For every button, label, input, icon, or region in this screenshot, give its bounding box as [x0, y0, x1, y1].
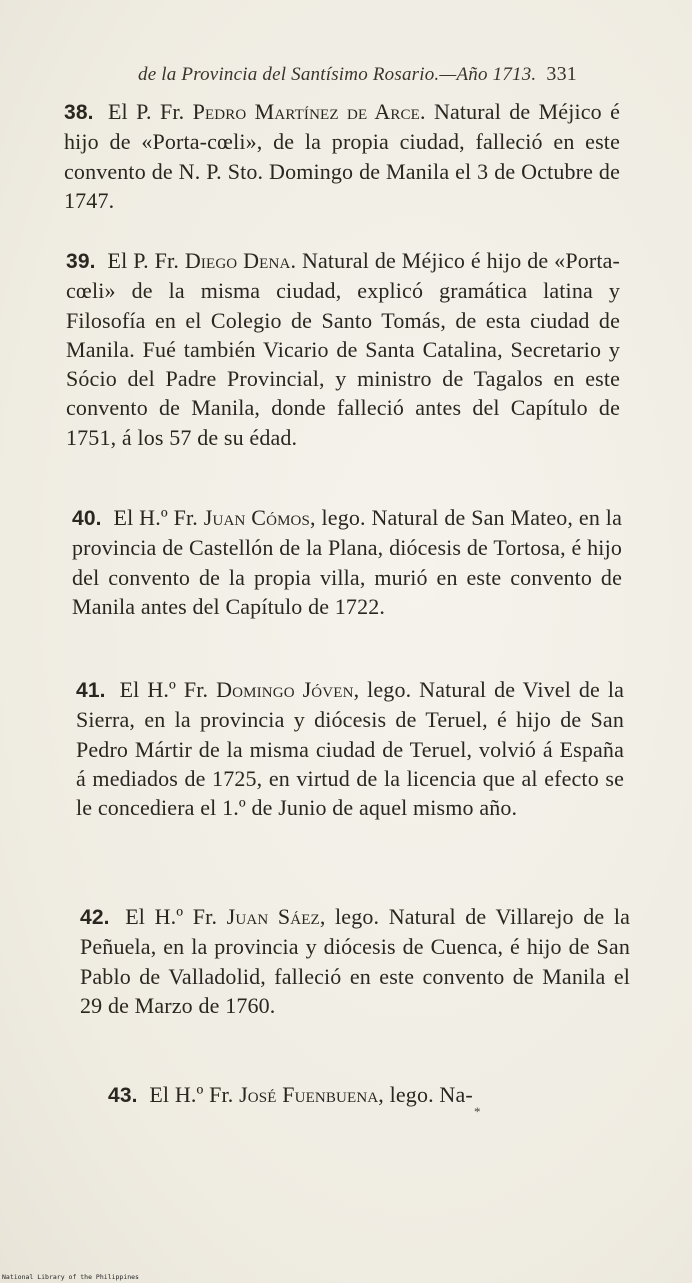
entry-43: [108, 1080, 638, 1110]
entry-name: Diego Dena.: [184, 248, 297, 273]
entry-name: Pedro Martínez de Arce.: [192, 99, 426, 124]
library-watermark: National Library of the Philippines: [2, 1273, 139, 1281]
entry-prefix: El H.º Fr.: [149, 1082, 234, 1107]
entry-number: 43.: [108, 1084, 138, 1107]
signature-mark: *: [474, 1104, 481, 1119]
entry-text: lego. Natural de Vivel de la Sierra, en la provincia y diócesis de Teruel, é hijo de San Pedro Mártir de la misma ciudad de Teruel, volvió á España á mediados de 1725, en virtud de la licencia que al efecto se le concediera el 1.º de Junio de aquel mismo año.: [76, 677, 624, 821]
entry-name: Juan Cómos,: [203, 505, 316, 530]
entry-name: José Fuenbuena,: [239, 1082, 384, 1107]
entry-42: [80, 902, 630, 1020]
entry-number: 42.: [80, 906, 110, 929]
entry-number: 39.: [66, 250, 96, 273]
page-number: 331: [546, 63, 577, 85]
entry-text: lego. Natural de Villarejo de la Peñuela, en la provincia y diócesis de Cuenca, é hijo de San Pablo de Valladolid, falleció en este convento de Manila el 29 de Marzo de 1760.: [80, 904, 631, 1018]
entry-name: Juan Sáez,: [226, 904, 326, 929]
running-header: [138, 63, 608, 86]
entry-text: lego. Na-: [389, 1082, 473, 1107]
entry-40: [72, 503, 622, 621]
header-title: de la Provincia del Santísimo Rosario.—Año 1713.: [138, 64, 537, 85]
entry-number: 38.: [64, 101, 94, 124]
entry-text: lego. Natural de San Mateo, en la provincia de Castellón de la Plana, diócesis de Tortosa, é hijo del convento de la propia villa, murió en este convento de Manila antes del Capítulo de 1722.: [72, 505, 622, 619]
entry-prefix: El P. Fr.: [107, 99, 185, 124]
entry-number: 41.: [76, 679, 106, 702]
entry-prefix: El H.º Fr.: [119, 677, 209, 702]
entry-text: Natural de Méjico é hijo de «Porta-cœli» de la misma ciudad, explicó gramática latina y Filosofía en el Colegio de Santo Tomás, de esta ciudad de Manila. Fué también Vicario de Santa Catalina, Secretario y Sócio del Padre Provincial, y ministro de Tagalos en este convento de Manila, donde falleció antes del Capítulo de 1751, á los 57 de su édad.: [66, 248, 620, 450]
entry-38: [64, 97, 620, 215]
entry-prefix: El H.º Fr.: [113, 505, 198, 530]
entry-prefix: El H.º Fr.: [125, 904, 218, 929]
entry-41: [76, 675, 624, 822]
entry-text: Natural de Méjico é hijo de «Porta-cœli», de la propia ciudad, falleció en este convento de N. P. Sto. Domingo de Manila el 3 de Octubre de 1747.: [64, 99, 621, 213]
entry-prefix: El P. Fr.: [107, 248, 179, 273]
entry-39: [66, 246, 620, 452]
entry-name: Domingo Jóven,: [216, 677, 360, 702]
entry-number: 40.: [72, 507, 102, 530]
